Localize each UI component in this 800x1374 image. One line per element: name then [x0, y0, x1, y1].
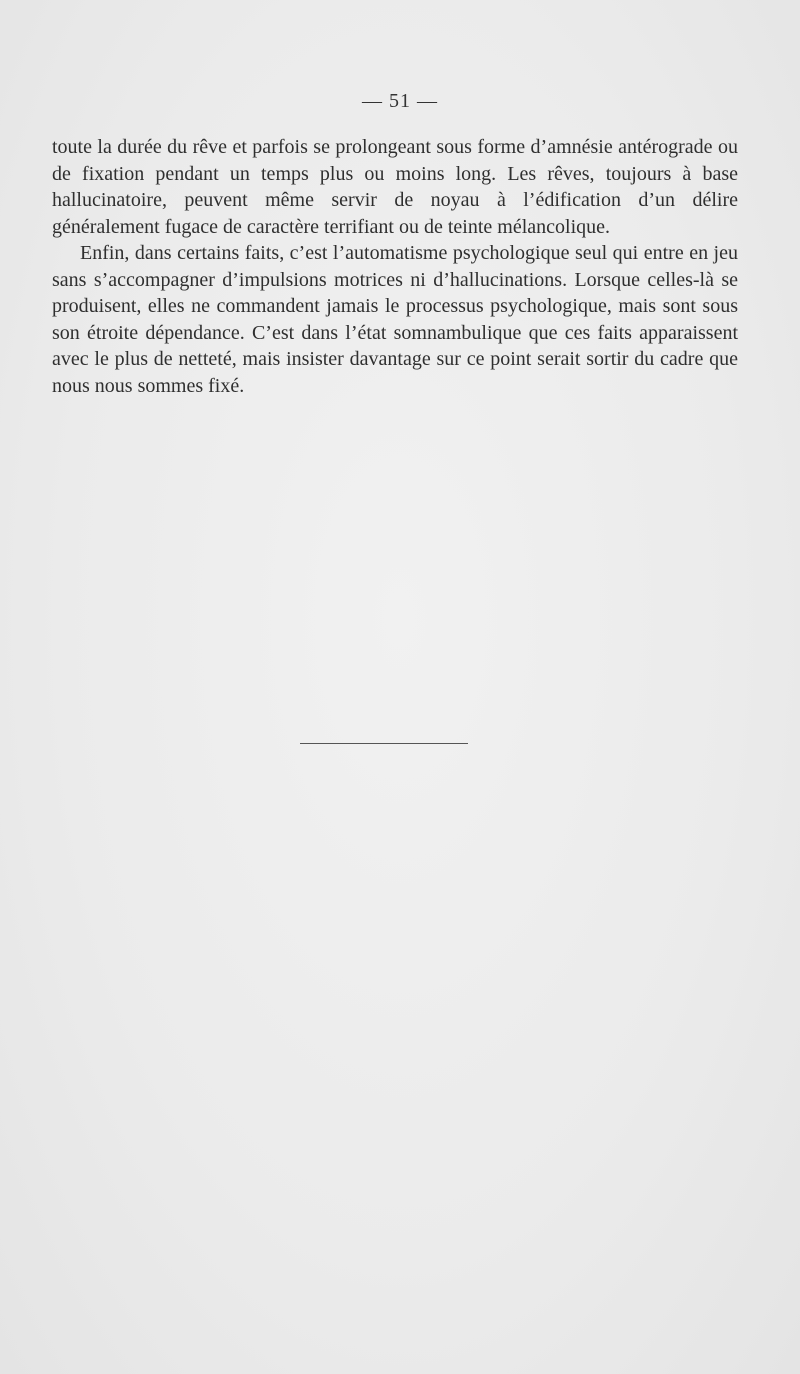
- page-number: — 51 —: [362, 90, 438, 112]
- paragraph-enfin: Enfin, dans certains faits, c’est l’automatisme psychologique seul qui entre en jeu sans s’accompagner d’impulsions motrices ni d’hallucinations. Lorsque celles-là se produisent, elles ne commandent jamais le processus psychologique, mais sont sous son étroite dépendance. C’est dans l’état somnambulique que ces faits apparaissent avec le plus de netteté, mais insister davantage sur ce point serait sortir du cadre que nous nous sommes fixé.: [52, 242, 738, 397]
- section-end-rule: [300, 743, 468, 744]
- paragraph-continuation: toute la durée du rêve et parfois se prolongeant sous forme d’amnésie antérograde ou de fixation pendant un temps plus ou moins long. Les rêves, toujours à base hallucinatoire, peuvent même servir de noyau à l’édification d’un délire généralement fugace de caractère terrifiant ou de teinte mélancolique.: [52, 136, 738, 238]
- body-text: [52, 134, 738, 399]
